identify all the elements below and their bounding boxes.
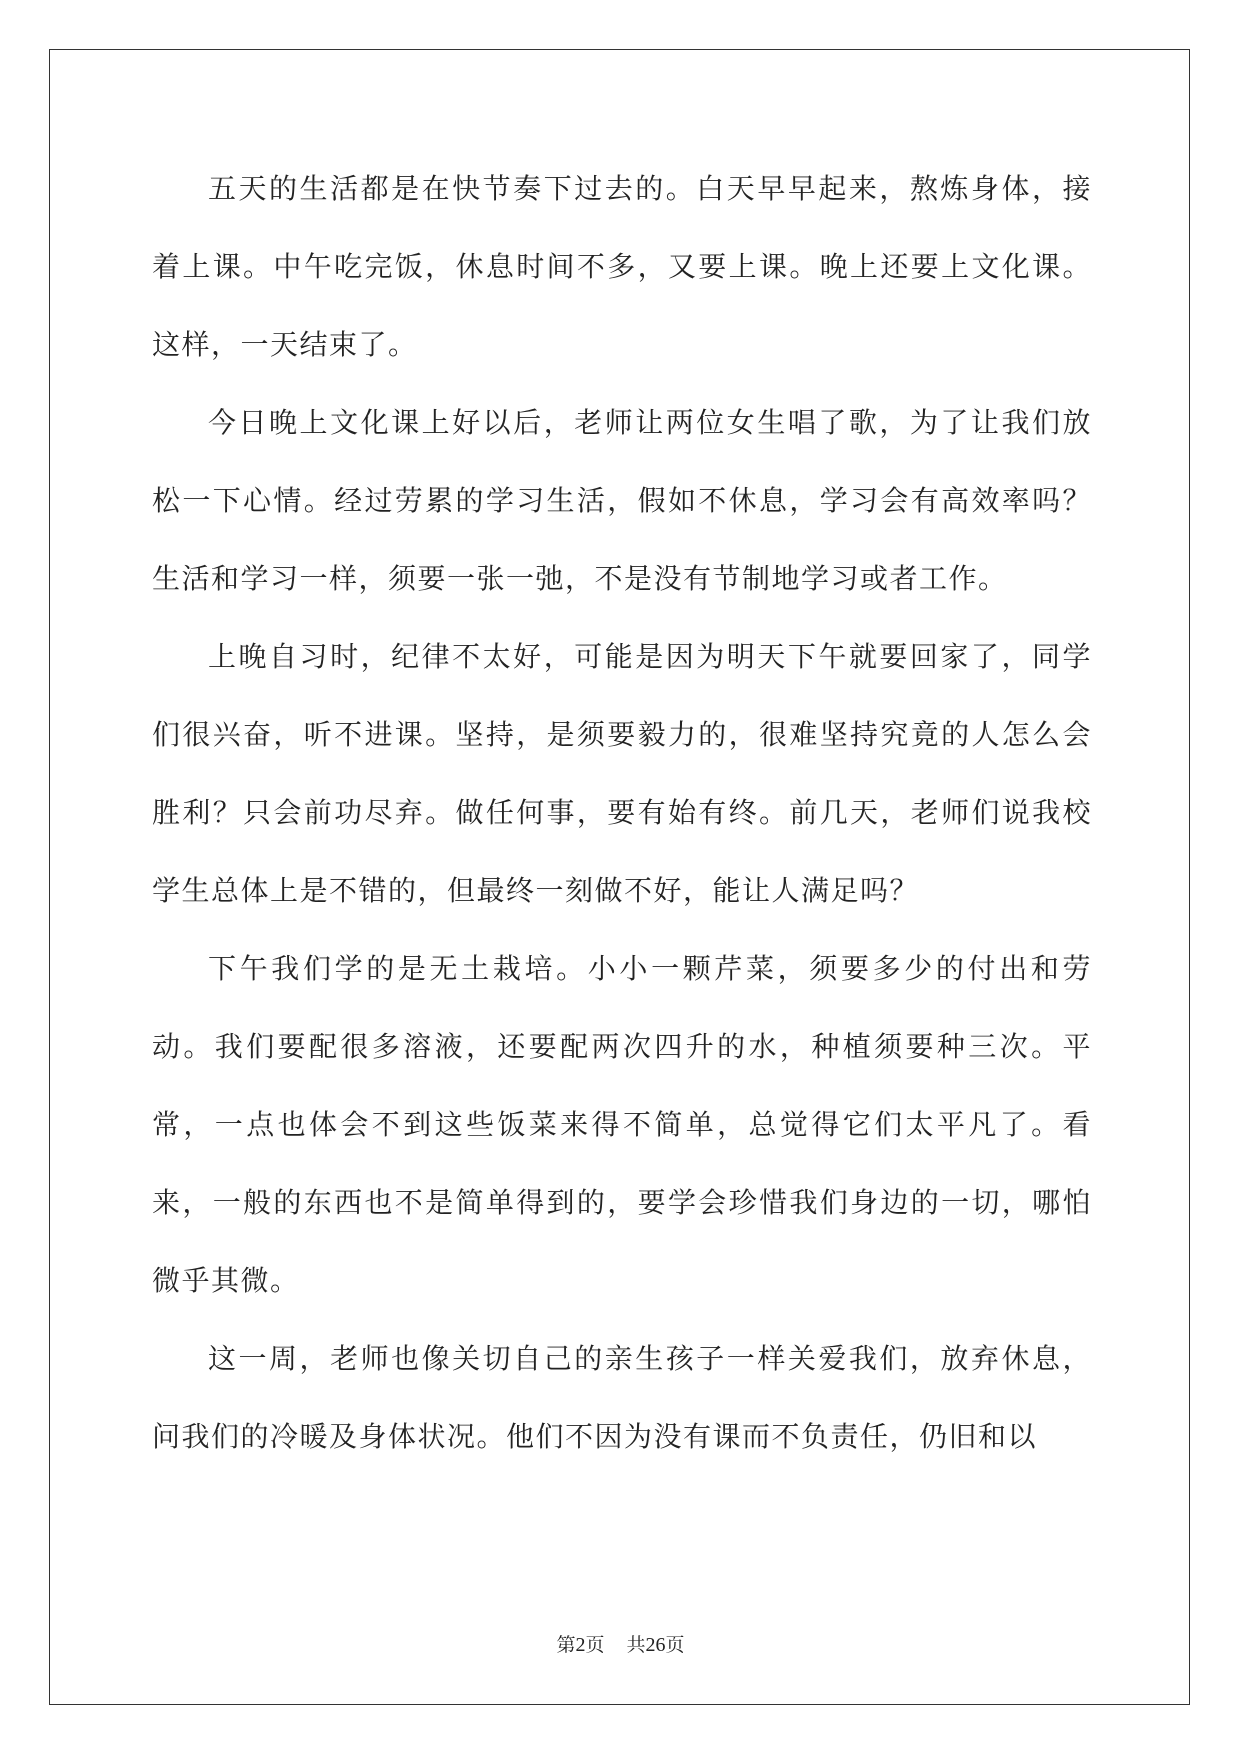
page-prefix: 第	[556, 1634, 576, 1656]
document-body	[152, 150, 1092, 1476]
paragraph-3: 上晚自习时，纪律不太好，可能是因为明天下午就要回家了，同学们很兴奋，听不进课。坚持，是须要毅力的，很难坚持究竟的人怎么会胜利？只会前功尽弃。做任何事，要有始有终。前几天，老师们说我校学生总体上是不错的，但最终一刻做不好，能让人满足吗？	[152, 640, 1092, 907]
paragraph-4: 下午我们学的是无土栽培。小小一颗芹菜，须要多少的付出和劳动。我们要配很多溶液，还要配两次四升的水，种植须要种三次。平常，一点也体会不到这些饭菜来得不简单，总觉得它们太平凡了。看来，一般的东西也不是简单得到的，要学会珍惜我们身边的一切，哪怕微乎其微。	[152, 952, 1092, 1297]
total-pages-number: 26	[645, 1634, 666, 1656]
paragraph-2: 今日晚上文化课上好以后，老师让两位女生唱了歌，为了让我们放松一下心情。经过劳累的学习生活，假如不休息，学习会有高效率吗？生活和学习一样，须要一张一弛，不是没有节制地学习或者工作。	[152, 406, 1092, 595]
paragraph-1: 五天的生活都是在快节奏下过去的。白天早早起来，熬炼身体，接着上课。中午吃完饭，休息时间不多，又要上课。晚上还要上文化课。这样，一天结束了。	[152, 172, 1092, 361]
page-unit: 页	[585, 1634, 605, 1656]
total-unit: 页	[665, 1634, 685, 1656]
current-page-number: 2	[575, 1634, 586, 1656]
total-prefix: 共	[626, 1634, 646, 1656]
page-footer	[0, 1630, 1241, 1657]
paragraph-5: 这一周，老师也像关切自己的亲生孩子一样关爱我们，放弃休息，问我们的冷暖及身体状况。他们不因为没有课而不负责任，仍旧和以	[152, 1342, 1092, 1453]
